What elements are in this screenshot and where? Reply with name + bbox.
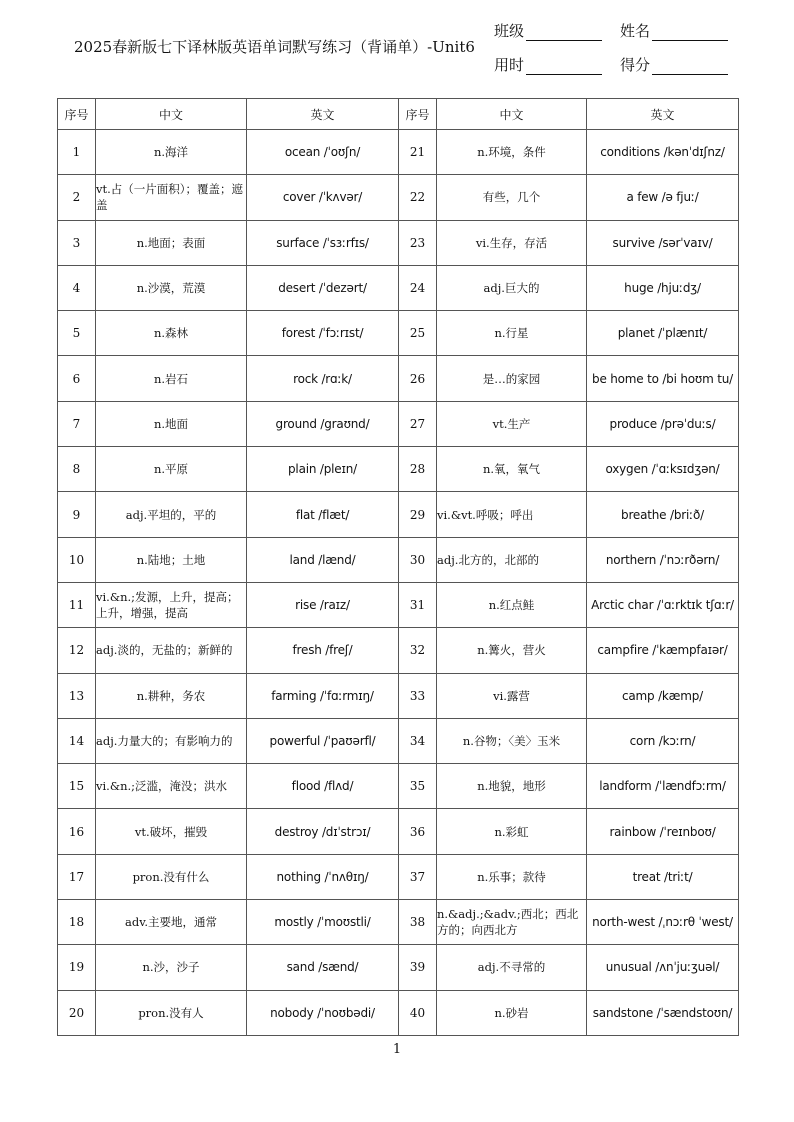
english-word: destroy /dɪˈstrɔɪ/ <box>247 809 399 854</box>
name-label: 姓名 <box>620 22 651 40</box>
table-row <box>58 537 739 582</box>
english-word: ocean /ˈoʊʃn/ <box>247 130 399 175</box>
table-row <box>58 401 739 446</box>
chinese-meaning: adj.不寻常的 <box>437 945 587 990</box>
chinese-meaning: n.岩石 <box>96 356 247 401</box>
word-number: 38 <box>399 900 437 945</box>
english-word: campfire /ˈkæmpfaɪər/ <box>587 628 739 673</box>
word-number: 32 <box>399 628 437 673</box>
word-number: 2 <box>58 175 96 220</box>
table-row <box>58 492 739 537</box>
chinese-meaning: pron.没有人 <box>96 990 247 1035</box>
english-word: breathe /briːð/ <box>587 492 739 537</box>
chinese-meaning: n.海洋 <box>96 130 247 175</box>
time-label: 用时 <box>494 56 525 74</box>
table-row <box>58 990 739 1035</box>
english-word: ground /graʊnd/ <box>247 401 399 446</box>
table-row <box>58 311 739 356</box>
word-number: 19 <box>58 945 96 990</box>
vocabulary-table-body <box>58 130 739 1036</box>
chinese-meaning: vi.&n.;发源，上升，提高；上升，增强，提高 <box>96 582 247 627</box>
word-number: 14 <box>58 718 96 763</box>
word-number: 10 <box>58 537 96 582</box>
english-word: be home to /bi hoʊm tu/ <box>587 356 739 401</box>
english-word: sand /sænd/ <box>247 945 399 990</box>
word-number: 23 <box>399 220 437 265</box>
chinese-meaning: vt.占（一片面积）；覆盖；遮盖 <box>96 175 247 220</box>
word-number: 36 <box>399 809 437 854</box>
table-row <box>58 628 739 673</box>
word-number: 30 <box>399 537 437 582</box>
table-row <box>58 764 739 809</box>
name-blank-line[interactable] <box>652 26 728 41</box>
table-row <box>58 673 739 718</box>
word-number: 13 <box>58 673 96 718</box>
table-row <box>58 718 739 763</box>
chinese-meaning: n.平原 <box>96 447 247 492</box>
chinese-meaning: 有些，几个 <box>437 175 587 220</box>
word-number: 12 <box>58 628 96 673</box>
english-word: rainbow /ˈreɪnboʊ/ <box>587 809 739 854</box>
chinese-meaning: vi.&vt.呼吸；呼出 <box>437 492 587 537</box>
chinese-meaning: n.耕种，务农 <box>96 673 247 718</box>
time-blank-line[interactable] <box>526 60 602 75</box>
chinese-meaning: n.行星 <box>437 311 587 356</box>
chinese-meaning: vt.生产 <box>437 401 587 446</box>
word-number: 40 <box>399 990 437 1035</box>
table-row <box>58 900 739 945</box>
word-number: 8 <box>58 447 96 492</box>
header-english: 英文 <box>247 99 399 130</box>
english-word: surface /ˈsɜːrfɪs/ <box>247 220 399 265</box>
word-number: 16 <box>58 809 96 854</box>
english-word: fresh /freʃ/ <box>247 628 399 673</box>
english-word: landform /ˈlændfɔːrm/ <box>587 764 739 809</box>
word-number: 27 <box>399 401 437 446</box>
chinese-meaning: vt.破坏，摧毁 <box>96 809 247 854</box>
english-word: unusual /ʌnˈjuːʒuəl/ <box>587 945 739 990</box>
english-word: treat /triːt/ <box>587 854 739 899</box>
chinese-meaning: n.篝火，营火 <box>437 628 587 673</box>
class-blank-line[interactable] <box>526 26 602 41</box>
table-header-row <box>58 99 739 130</box>
word-number: 15 <box>58 764 96 809</box>
class-label: 班级 <box>494 22 525 40</box>
chinese-meaning: n.沙，沙子 <box>96 945 247 990</box>
chinese-meaning: pron.没有什么 <box>96 854 247 899</box>
english-word: desert /ˈdezərt/ <box>247 265 399 310</box>
english-word: corn /kɔːrn/ <box>587 718 739 763</box>
english-word: sandstone /ˈsændstoʊn/ <box>587 990 739 1035</box>
chinese-meaning: n.谷物；〈美〉玉米 <box>437 718 587 763</box>
chinese-meaning: n.氧，氧气 <box>437 447 587 492</box>
english-word: oxygen /ˈɑːksɪdʒən/ <box>587 447 739 492</box>
header-number: 序号 <box>399 99 437 130</box>
chinese-meaning: adj.力量大的；有影响力的 <box>96 718 247 763</box>
word-number: 20 <box>58 990 96 1035</box>
chinese-meaning: n.地面 <box>96 401 247 446</box>
word-number: 25 <box>399 311 437 356</box>
word-number: 31 <box>399 582 437 627</box>
english-word: rock /rɑːk/ <box>247 356 399 401</box>
page-number: 1 <box>392 1042 402 1057</box>
word-number: 37 <box>399 854 437 899</box>
english-word: nothing /ˈnʌθɪŋ/ <box>247 854 399 899</box>
table-row <box>58 220 739 265</box>
chinese-meaning: n.&adj.;&adv.;西北；西北方的；向西北方 <box>437 900 587 945</box>
chinese-meaning: n.地面；表面 <box>96 220 247 265</box>
word-number: 4 <box>58 265 96 310</box>
table-row <box>58 582 739 627</box>
word-number: 1 <box>58 130 96 175</box>
chinese-meaning: n.环境，条件 <box>437 130 587 175</box>
word-number: 17 <box>58 854 96 899</box>
chinese-meaning: vi.&n.;泛滥，淹没；洪水 <box>96 764 247 809</box>
word-number: 34 <box>399 718 437 763</box>
table-row <box>58 265 739 310</box>
chinese-meaning: n.森林 <box>96 311 247 356</box>
chinese-meaning: adj.平坦的，平的 <box>96 492 247 537</box>
word-number: 39 <box>399 945 437 990</box>
english-word: land /lænd/ <box>247 537 399 582</box>
english-word: Arctic char /ˈɑːrktɪk tʃɑːr/ <box>587 582 739 627</box>
english-word: planet /ˈplænɪt/ <box>587 311 739 356</box>
chinese-meaning: adj.淡的，无盐的；新鲜的 <box>96 628 247 673</box>
english-word: produce /prəˈduːs/ <box>587 401 739 446</box>
english-word: forest /ˈfɔːrɪst/ <box>247 311 399 356</box>
table-row <box>58 130 739 175</box>
english-word: conditions /kənˈdɪʃnz/ <box>587 130 739 175</box>
english-word: farming /ˈfɑːrmɪŋ/ <box>247 673 399 718</box>
chinese-meaning: n.沙漠，荒漠 <box>96 265 247 310</box>
name-field <box>620 20 728 41</box>
chinese-meaning: n.红点鲑 <box>437 582 587 627</box>
chinese-meaning: adj.巨大的 <box>437 265 587 310</box>
header-chinese: 中文 <box>96 99 247 130</box>
table-row <box>58 809 739 854</box>
chinese-meaning: n.砂岩 <box>437 990 587 1035</box>
chinese-meaning: n.陆地；土地 <box>96 537 247 582</box>
english-word: north-west /ˌnɔːrθ ˈwest/ <box>587 900 739 945</box>
english-word: northern /ˈnɔːrðərn/ <box>587 537 739 582</box>
word-number: 33 <box>399 673 437 718</box>
english-word: nobody /ˈnoʊbədi/ <box>247 990 399 1035</box>
english-word: survive /sərˈvaɪv/ <box>587 220 739 265</box>
word-number: 21 <box>399 130 437 175</box>
score-blank-line[interactable] <box>652 60 728 75</box>
chinese-meaning: 是…的家园 <box>437 356 587 401</box>
word-number: 28 <box>399 447 437 492</box>
english-word: plain /pleɪn/ <box>247 447 399 492</box>
word-number: 26 <box>399 356 437 401</box>
word-number: 18 <box>58 900 96 945</box>
table-row <box>58 356 739 401</box>
english-word: a few /ə fjuː/ <box>587 175 739 220</box>
score-field <box>620 54 728 75</box>
document-header <box>0 0 794 90</box>
word-number: 6 <box>58 356 96 401</box>
chinese-meaning: n.地貌，地形 <box>437 764 587 809</box>
word-number: 22 <box>399 175 437 220</box>
score-label: 得分 <box>620 56 651 74</box>
english-word: camp /kæmp/ <box>587 673 739 718</box>
header-english: 英文 <box>587 99 739 130</box>
time-field <box>494 54 602 75</box>
word-number: 24 <box>399 265 437 310</box>
header-number: 序号 <box>58 99 96 130</box>
table-row <box>58 854 739 899</box>
table-row <box>58 447 739 492</box>
word-number: 5 <box>58 311 96 356</box>
class-field <box>494 20 602 41</box>
chinese-meaning: adv.主要地，通常 <box>96 900 247 945</box>
table-row <box>58 945 739 990</box>
word-number: 9 <box>58 492 96 537</box>
vocabulary-table <box>57 98 739 1036</box>
chinese-meaning: n.乐事；款待 <box>437 854 587 899</box>
english-word: flat /flæt/ <box>247 492 399 537</box>
word-number: 7 <box>58 401 96 446</box>
chinese-meaning: vi.生存，存活 <box>437 220 587 265</box>
chinese-meaning: adj.北方的，北部的 <box>437 537 587 582</box>
english-word: powerful /ˈpaʊərfl/ <box>247 718 399 763</box>
word-number: 29 <box>399 492 437 537</box>
header-chinese: 中文 <box>437 99 587 130</box>
table-row <box>58 175 739 220</box>
chinese-meaning: vi.露营 <box>437 673 587 718</box>
word-number: 11 <box>58 582 96 627</box>
chinese-meaning: n.彩虹 <box>437 809 587 854</box>
english-word: mostly /ˈmoʊstli/ <box>247 900 399 945</box>
english-word: cover /ˈkʌvər/ <box>247 175 399 220</box>
document-title: 2025春新版七下译林版英语单词默写练习（背诵单）-Unit6 <box>74 38 475 56</box>
english-word: flood /flʌd/ <box>247 764 399 809</box>
english-word: huge /hjuːdʒ/ <box>587 265 739 310</box>
word-number: 35 <box>399 764 437 809</box>
word-number: 3 <box>58 220 96 265</box>
english-word: rise /raɪz/ <box>247 582 399 627</box>
